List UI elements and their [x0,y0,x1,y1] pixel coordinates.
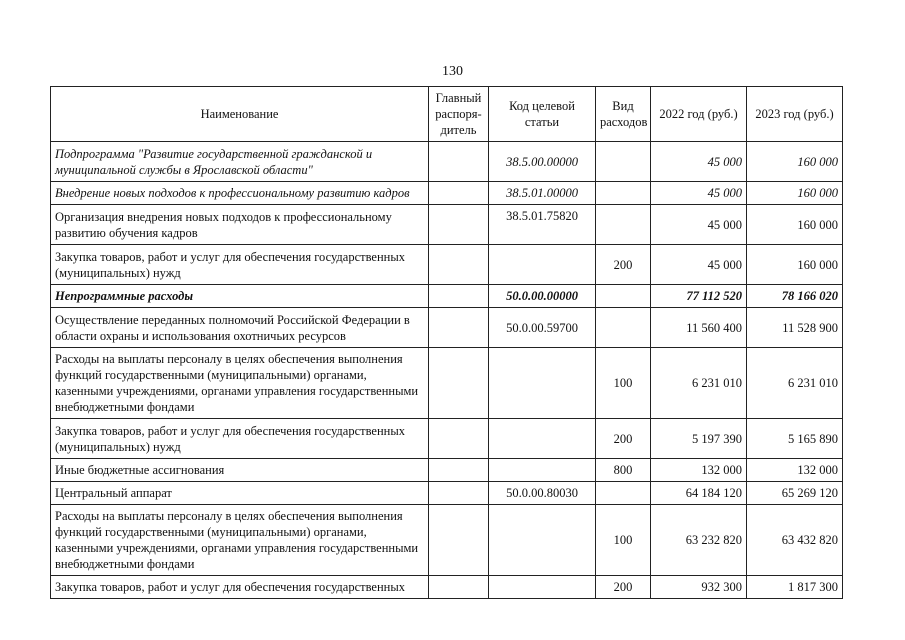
table-header-row [51,87,843,142]
row-kind: 200 [596,419,651,459]
row-kind [596,182,651,205]
row-2022: 132 000 [651,459,747,482]
row-kind: 100 [596,505,651,576]
row-2023: 160 000 [747,182,843,205]
row-code: 50.0.00.00000 [489,285,596,308]
row-kind [596,308,651,348]
row-code [489,576,596,599]
header-name: Наименование [51,87,429,142]
row-2022: 77 112 520 [651,285,747,308]
row-code: 50.0.00.59700 [489,308,596,348]
row-admin [429,308,489,348]
row-code [489,459,596,482]
row-2022: 45 000 [651,142,747,182]
row-2023: 11 528 900 [747,308,843,348]
row-kind [596,482,651,505]
row-code [489,348,596,419]
header-2023: 2023 год (руб.) [747,87,843,142]
row-admin [429,182,489,205]
row-name: Закупка товаров, работ и услуг для обеспечения государственных [51,576,429,599]
row-2022: 932 300 [651,576,747,599]
row-2022: 5 197 390 [651,419,747,459]
row-admin [429,245,489,285]
row-admin [429,505,489,576]
row-name: Организация внедрения новых подходов к профессиональному развитию обучения кадров [51,205,429,245]
row-kind: 200 [596,245,651,285]
row-admin [429,285,489,308]
row-2023: 160 000 [747,205,843,245]
row-2023: 65 269 120 [747,482,843,505]
row-2022: 64 184 120 [651,482,747,505]
table-row [51,505,843,576]
row-name: Расходы на выплаты персоналу в целях обеспечения выполнения функций государственными (муниципальными) органами, казенными учреждениями, органами управления государственными внебюджетными фондами [51,348,429,419]
row-name: Осуществление переданных полномочий Российской Федерации в области охраны и использования охотничьих ресурсов [51,308,429,348]
row-2022: 45 000 [651,182,747,205]
row-admin [429,419,489,459]
row-kind: 100 [596,348,651,419]
row-admin [429,205,489,245]
row-2023: 78 166 020 [747,285,843,308]
row-2023: 6 231 010 [747,348,843,419]
row-code [489,245,596,285]
row-2022: 63 232 820 [651,505,747,576]
table-row [51,245,843,285]
header-2022: 2022 год (руб.) [651,87,747,142]
table-row [51,205,843,245]
row-name: Центральный аппарат [51,482,429,505]
row-2023: 1 817 300 [747,576,843,599]
row-code: 50.0.00.80030 [489,482,596,505]
table-row [51,308,843,348]
row-code [489,419,596,459]
table-row [51,142,843,182]
table-row [51,459,843,482]
row-kind: 800 [596,459,651,482]
budget-table [50,86,843,599]
row-name: Иные бюджетные ассигнования [51,459,429,482]
header-code: Код целевой статьи [489,87,596,142]
row-2023: 160 000 [747,245,843,285]
row-2023: 5 165 890 [747,419,843,459]
row-admin [429,459,489,482]
row-kind: 200 [596,576,651,599]
row-code [489,505,596,576]
row-admin [429,576,489,599]
table-row [51,419,843,459]
row-code: 38.5.00.00000 [489,142,596,182]
row-kind [596,142,651,182]
row-2022: 45 000 [651,205,747,245]
row-2023: 63 432 820 [747,505,843,576]
page-number: 130 [442,64,463,79]
table-row [51,576,843,599]
header-kind: Вид расходов [596,87,651,142]
row-name: Подпрограмма "Развитие государственной гражданской и муниципальной службы в Ярославской области" [51,142,429,182]
row-2023: 160 000 [747,142,843,182]
row-2022: 45 000 [651,245,747,285]
header-admin: Главный распоря-дитель [429,87,489,142]
row-name: Внедрение новых подходов к профессиональному развитию кадров [51,182,429,205]
row-code: 38.5.01.00000 [489,182,596,205]
row-admin [429,348,489,419]
row-name: Закупка товаров, работ и услуг для обеспечения государственных (муниципальных) нужд [51,419,429,459]
row-code: 38.5.01.75820 [489,205,596,245]
row-kind [596,205,651,245]
row-kind [596,285,651,308]
row-name: Закупка товаров, работ и услуг для обеспечения государственных (муниципальных) нужд [51,245,429,285]
row-admin [429,482,489,505]
table-row [51,482,843,505]
row-admin [429,142,489,182]
table-row [51,285,843,308]
row-2022: 6 231 010 [651,348,747,419]
row-name: Расходы на выплаты персоналу в целях обеспечения выполнения функций государственными (муниципальными) органами, казенными учреждениями, органами управления государственными внебюджетными фондами [51,505,429,576]
table-row [51,182,843,205]
table-row [51,348,843,419]
row-2022: 11 560 400 [651,308,747,348]
row-name: Непрограммные расходы [51,285,429,308]
row-2023: 132 000 [747,459,843,482]
